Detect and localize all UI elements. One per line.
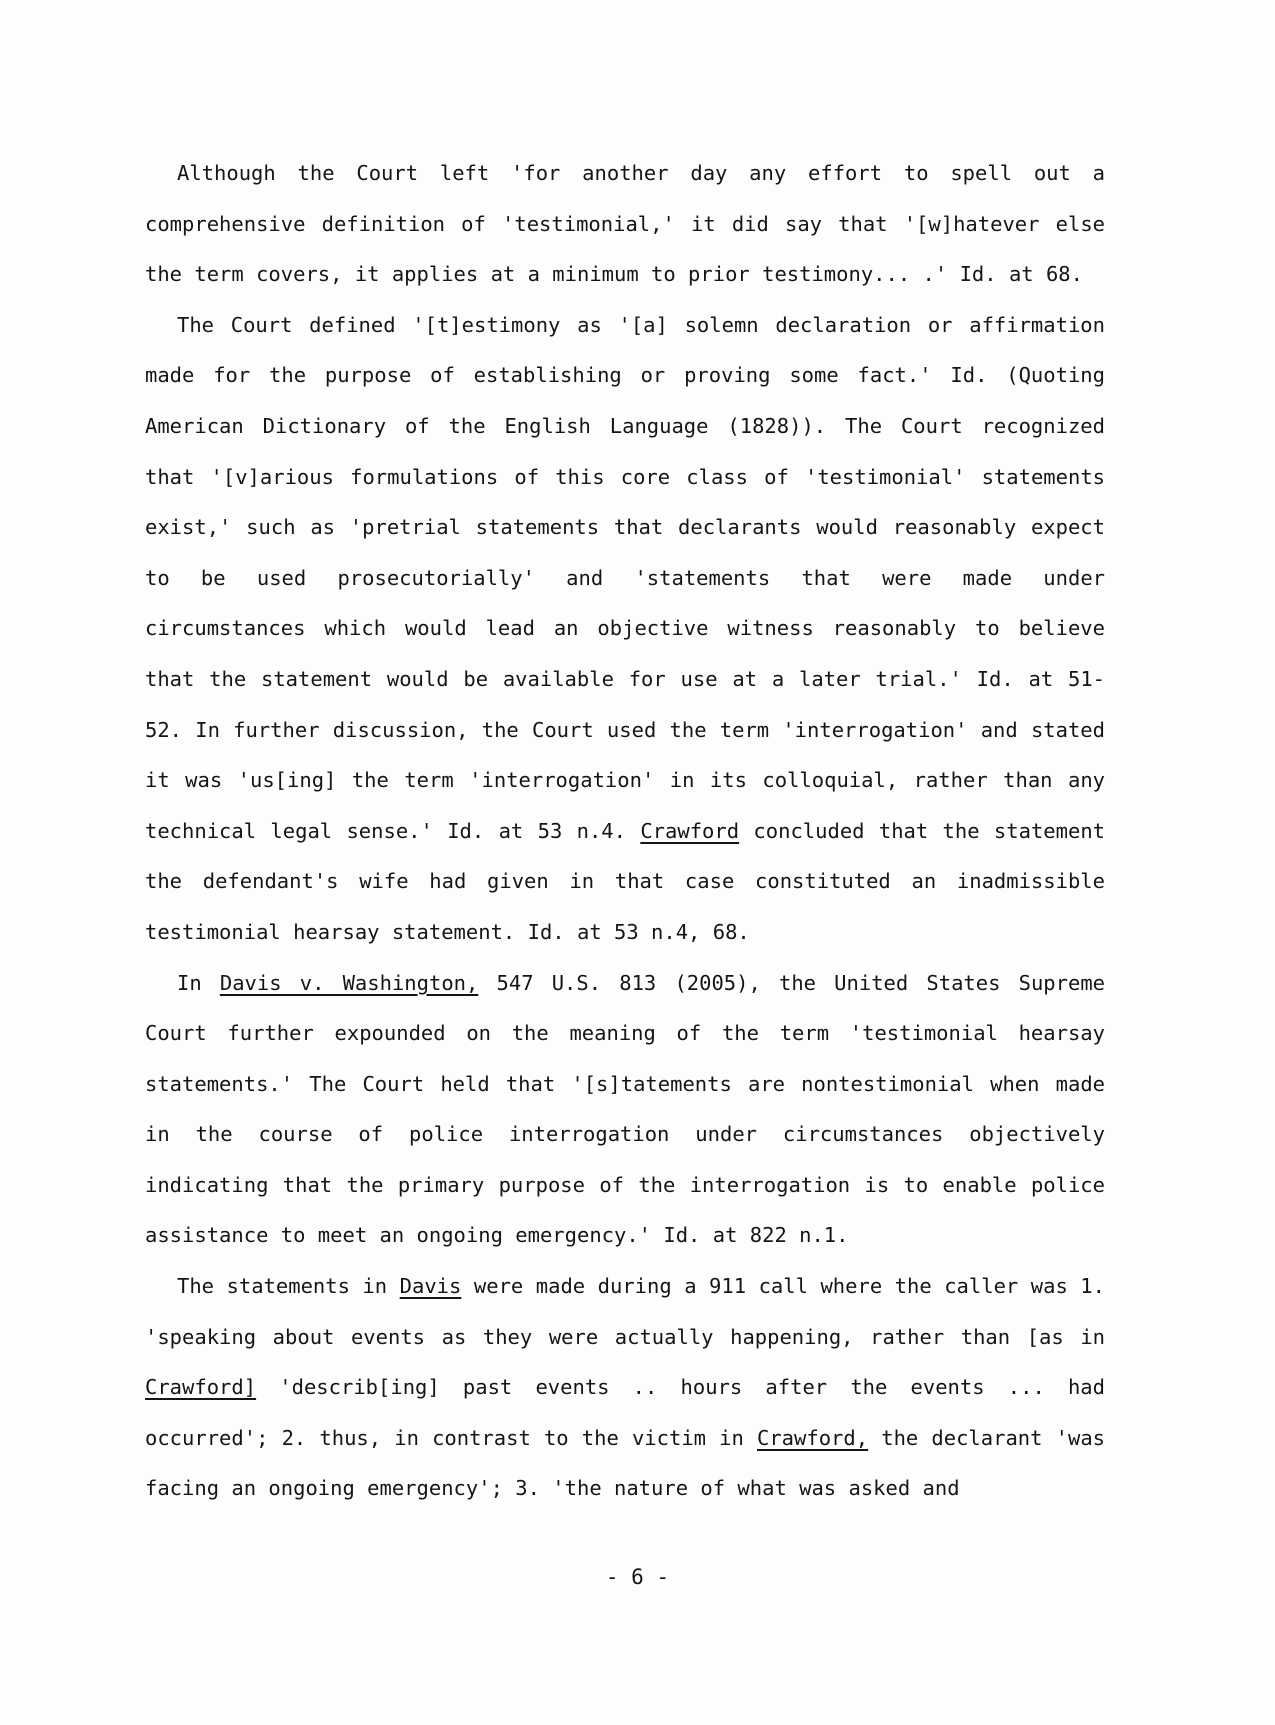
paragraph-text: The statements in [177,1274,400,1299]
paragraph-text: Although the Court left 'for another day any effort to spell out a comprehensive definition of 'testimonial,' it did say that '[w]hatever else the term covers, it applies at a minimum to prior testimony... .' Id. at 68. [145,161,1105,287]
paragraph-3 [145,958,1105,1262]
case-citation-crawford: Crawford] [145,1375,257,1400]
paragraph-2 [145,300,1105,958]
paragraph-text: concluded that the statement the defendant's wife had given in that case constituted an inadmissible testimonial hearsay statement. Id. at 53 n.4, 68. [145,818,1106,944]
paragraph-text: were made during a 911 call where the caller was 1. 'speaking about events as they were actually happening, rather than [as in [145,1274,1105,1349]
page-number: - 6 - [605,1565,670,1589]
paragraph-text: The Court defined '[t]estimony as '[a] solemn declaration or affirmation made for the purpose of establishing or proving some fact.' Id. (Quoting American Dictionary of the English Language (1828)). The Court recognized that '[v]arious formulations of this core class of 'testimonial' statements exist,' such as 'pretrial statements that declarants would reasonably expect to be used prosecutorially' and 'statements that were made under circumstances which would lead an objective witness reasonably to believe that the statement would be available for use at a later trial.' Id. at 51-52. In further discussion, the Court used the term 'interrogation' and stated it was 'us[ing] the term 'interrogation' in its colloquial, rather than any technical legal sense.' Id. at 53 n.4. [145,312,1105,843]
case-citation-davis: Davis [399,1274,462,1299]
paragraph-text: 'describ[ing] past events .. hours after the events ... had occurred'; 2. thus, in contrast to the victim in [145,1375,1105,1450]
case-citation-crawford: Crawford [640,818,740,843]
paragraph-text: In [177,970,220,995]
case-citation-davis-v-washington: Davis v. Washington, [219,970,479,995]
body-text [145,148,1105,1514]
case-citation-crawford: Crawford, [757,1425,869,1450]
paragraph-text: 547 U.S. 813 (2005), the United States Supreme Court further expounded on the meaning of the term 'testimonial hearsay statements.' The Court held that '[s]tatements are nontestimonial when made in the course of police interrogation under circumstances objectively indicating that the primary purpose of the interrogation is to enable police assistance to meet an ongoing emergency.' Id. at 822 n.1. [145,970,1106,1248]
paragraph-text: the declarant 'was facing an ongoing emergency'; 3. 'the nature of what was asked and [145,1425,1106,1501]
paragraph-1 [145,148,1105,300]
paragraph-4 [145,1261,1105,1514]
